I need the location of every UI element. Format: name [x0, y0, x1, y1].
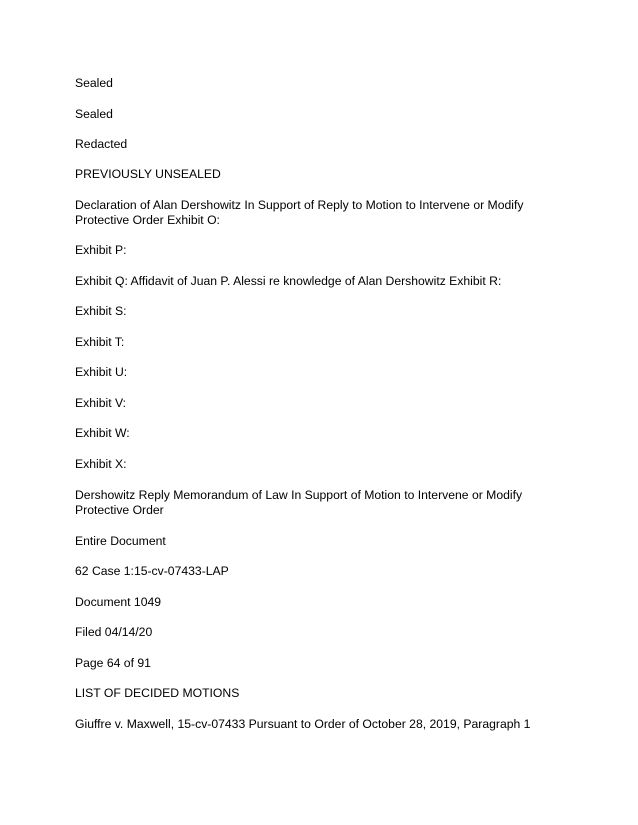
- entire-document-note: Entire Document: [75, 534, 166, 548]
- declaration-exhibit-o: Declaration of Alan Dershowitz In Support of Reply to Motion to Intervene or Modify Protective Order Exhibit O:: [75, 198, 524, 227]
- list-heading: LIST OF DECIDED MOTIONS: [75, 686, 240, 700]
- filed-date-line: Filed 04/14/20: [75, 625, 153, 639]
- status-sealed-2: Sealed: [75, 107, 113, 121]
- exhibit-t: Exhibit T:: [75, 335, 125, 349]
- exhibit-s: Exhibit S:: [75, 304, 127, 318]
- case-number-line: 62 Case 1:15-cv-07433-LAP: [75, 564, 229, 578]
- page-number-line: Page 64 of 91: [75, 656, 151, 670]
- status-sealed-1: Sealed: [75, 76, 113, 90]
- document-number-line: Document 1049: [75, 595, 162, 609]
- status-redacted: Redacted: [75, 137, 128, 151]
- exhibit-v: Exhibit V:: [75, 396, 127, 410]
- exhibit-u: Exhibit U:: [75, 365, 128, 379]
- section-heading-previously-unsealed: PREVIOUSLY UNSEALED: [75, 167, 221, 181]
- reply-memorandum: Dershowitz Reply Memorandum of Law In Support of Motion to Intervene or Modify Protective Order: [75, 488, 523, 517]
- exhibit-p: Exhibit P:: [75, 243, 127, 257]
- exhibit-q-r: Exhibit Q: Affidavit of Juan P. Alessi re knowledge of Alan Dershowitz Exhibit R:: [75, 274, 502, 288]
- exhibit-x: Exhibit X:: [75, 457, 127, 471]
- exhibit-w: Exhibit W:: [75, 426, 130, 440]
- case-caption-line: Giuffre v. Maxwell, 15-cv-07433 Pursuant to Order of October 28, 2019, Paragraph 1: [75, 717, 531, 731]
